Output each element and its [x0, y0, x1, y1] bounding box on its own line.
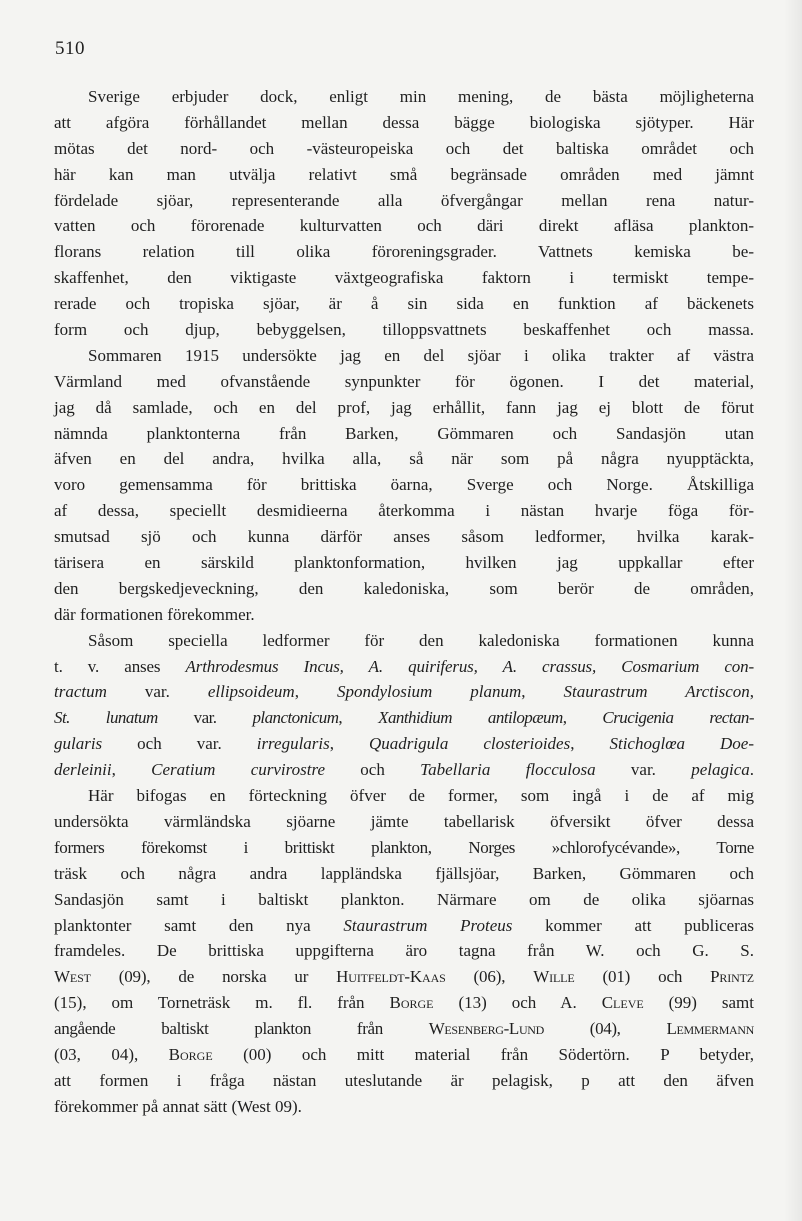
text-line: träsk och några andra lappländska fjällsjöar, Barken, Gömmaren och	[54, 863, 754, 883]
text-line: att formen i fråga nästan uteslutande är pelagisk, p att den äfven	[54, 1070, 754, 1090]
text-line: äfven en del andra, hvilka alla, så när som på några nyupptäckta,	[54, 449, 754, 469]
text-line: där formationen förekommer.	[54, 604, 255, 624]
text-line: Sommaren 1915 undersökte jag en del sjöar i olika trakter af västra	[88, 345, 754, 365]
text-line: angående baltiskt plankton från Wesenberg-Lund (04), Lemmermann	[54, 1019, 754, 1039]
text-line: derleinii, Ceratium curvirostre och Tabellaria flocculosa var. pelagica.	[54, 760, 755, 780]
text-line: rerade och tropiska sjöar, är å sin sida en funktion af bäckenets	[54, 294, 754, 314]
text-line: formers förekomst i brittiskt plankton, Norges »chlorofycévande», Torne	[54, 837, 754, 857]
text-line: Sandasjön samt i baltiskt plankton. Närmare om de olika sjöarnas	[54, 889, 754, 909]
text-line: planktonter samt den nya Staurastrum Proteus kommer att publiceras	[54, 915, 754, 935]
text-line: gularis och var. irregularis, Quadrigula closterioides, Stichoglœa Doe-	[54, 734, 755, 754]
text-line: undersökta värmländska sjöarne jämte tabellarisk öfversikt öfver dessa	[54, 811, 754, 831]
text-line: mötas det nord- och -västeuropeiska och det baltiska området och	[54, 138, 754, 158]
body-text	[54, 84, 754, 1120]
text-line: förekommer på annat sätt (West 09).	[54, 1096, 302, 1116]
text-line: skaffenhet, den viktigaste växtgeografiska faktorn i termiskt tempe-	[54, 268, 754, 288]
text-line: Här bifogas en förteckning öfver de former, som ingå i de af mig	[88, 786, 754, 806]
text-line: Värmland med ofvanstående synpunkter för ögonen. I det material,	[54, 371, 754, 391]
page-edge-shading	[784, 0, 802, 1221]
text-line: St. lunatum var. planctonicum, Xanthidium antilopæum, Crucigenia rectan-	[54, 708, 754, 728]
text-line: af dessa, speciellt desmidieerna återkomma i nästan hvarje föga för-	[54, 501, 754, 521]
text-line: tractum var. ellipsoideum, Spondylosium planum, Staurastrum Arctiscon,	[54, 682, 754, 702]
text-line: (03, 04), Borge (00) och mitt material från Södertörn. P betyder,	[54, 1044, 755, 1064]
text-line: smutsad sjö och kunna därför anses såsom ledformer, hvilka karak-	[54, 527, 754, 547]
text-line: tärisera en särskild planktonformation, hvilken jag uppkallar efter	[54, 553, 754, 573]
text-line: fördelade sjöar, representerande alla öfvergångar mellan rena natur-	[54, 190, 754, 210]
text-line: nämnda planktonterna från Barken, Gömmaren och Sandasjön utan	[54, 423, 754, 443]
text-line: här kan man utvälja relativt små begränsade områden med jämnt	[54, 164, 754, 184]
text-line: framdeles. De brittiska uppgifterna äro tagna från W. och G. S.	[54, 941, 754, 961]
text-line: den bergskedjeveckning, den kaledoniska, som berör de områden,	[54, 578, 754, 598]
text-line: Sverige erbjuder dock, enligt min mening, de bästa möjligheterna	[88, 87, 754, 106]
text-line: jag då samlade, och en del prof, jag erhållit, fann jag ej blott de förut	[54, 397, 754, 417]
text-line: voro gemensamma för brittiska öarna, Sverge och Norge. Åtskilliga	[54, 475, 754, 495]
text-line: vatten och förorenade kulturvatten och däri direkt afläsa plankton-	[54, 216, 754, 236]
page-number: 510	[55, 38, 85, 59]
text-line: form och djup, bebyggelsen, tilloppsvattnets beskaffenhet och massa.	[54, 320, 754, 340]
text-line: (15), om Torneträsk m. fl. från Borge (13) och A. Cleve (99) samt	[54, 993, 754, 1013]
text-line: att afgöra förhållandet mellan dessa bägge biologiska sjötyper. Här	[54, 112, 754, 132]
text-line: Såsom speciella ledformer för den kaledoniska formationen kunna	[88, 630, 754, 650]
text-line: West (09), de norska ur Huitfeldt-Kaas (06), Wille (01) och Printz	[54, 967, 754, 987]
text-line: t. v. anses Arthrodesmus Incus, A. quiriferus, A. crassus, Cosmarium con-	[54, 656, 754, 676]
text-line: florans relation till olika föroreningsgrader. Vattnets kemiska be-	[54, 242, 754, 262]
